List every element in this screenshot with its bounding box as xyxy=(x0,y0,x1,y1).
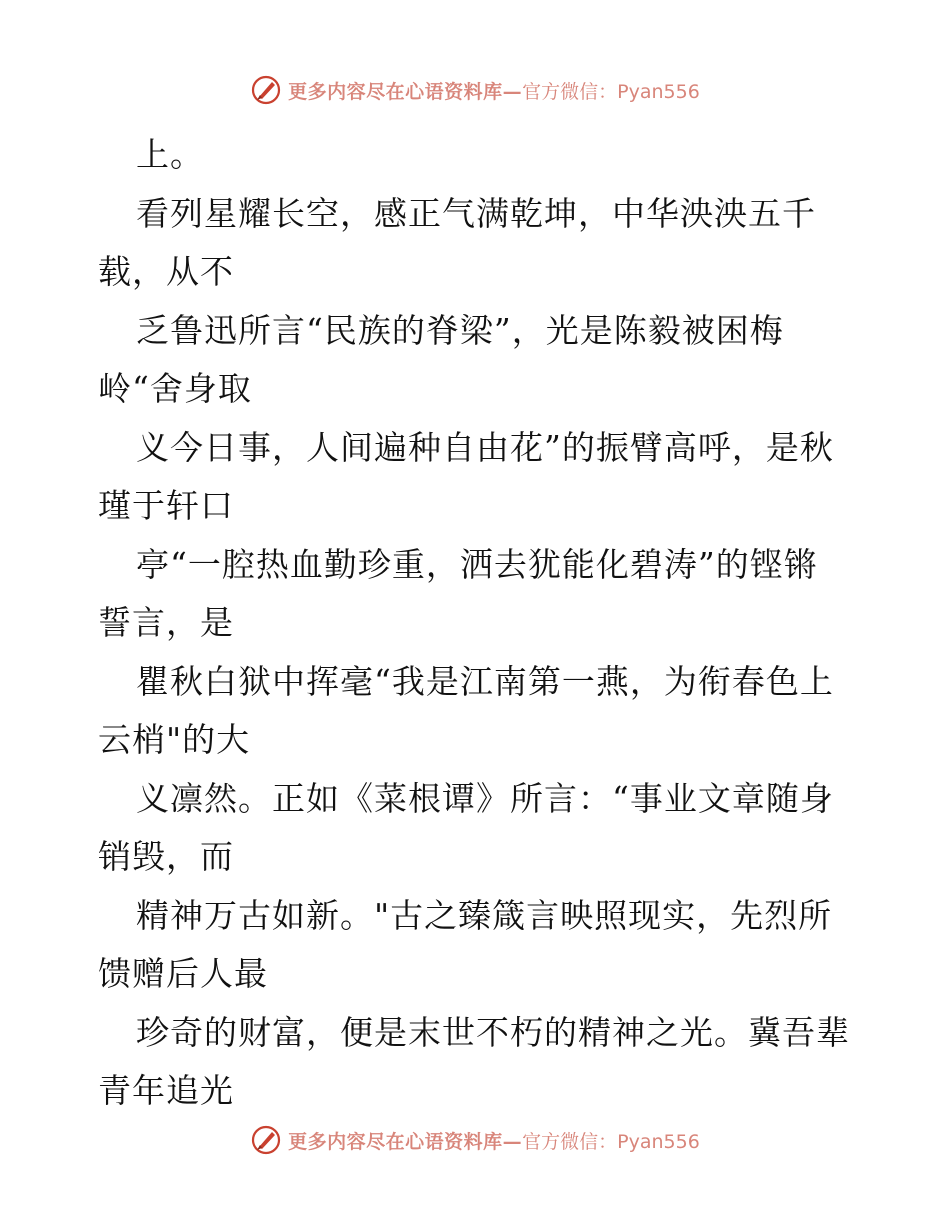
body-line: 载，从不 xyxy=(98,252,234,291)
body-line: 誓言，是 xyxy=(98,603,234,642)
body-line: 义今日事，人间遍种自由花”的振臂高呼，是秋 xyxy=(136,427,834,467)
body-line: 亭“一腔热血勤珍重，洒去犹能化碧涛”的铿锵 xyxy=(136,544,818,584)
body-line: 义凛然。正如《菜根谭》所言：“事业文章随身 xyxy=(136,778,834,818)
body-line: 精神万古如新。"古之臻箴言映照现实，先烈所 xyxy=(136,895,833,935)
body-line: 珍奇的财富，便是末世不朽的精神之光。冀吾辈 xyxy=(136,1012,850,1052)
body-line: 乏鲁迅所言“民族的脊梁”，光是陈毅被困梅 xyxy=(136,310,784,350)
body-line: 销毁，而 xyxy=(98,837,234,876)
document-body xyxy=(98,126,858,1121)
body-line: 上。 xyxy=(136,135,204,174)
body-line: 云梢"的大 xyxy=(98,720,251,759)
body-line: 瑾于轩口 xyxy=(98,486,234,525)
quill-pen-logo-icon xyxy=(250,74,282,106)
watermark-text: 更多内容尽在心语资料库— xyxy=(288,1130,523,1153)
header-watermark xyxy=(0,70,950,110)
body-line: 馈赠后人最 xyxy=(98,954,268,993)
quill-pen-logo-icon xyxy=(250,1124,282,1156)
body-line: 瞿秋白狱中挥毫“我是江南第一燕，为衔春色上 xyxy=(136,661,834,701)
watermark-wechat: 官方微信：Pyan556 xyxy=(522,1130,700,1153)
watermark-wechat: 官方微信：Pyan556 xyxy=(522,80,700,103)
body-line: 青年追光 xyxy=(98,1071,234,1110)
watermark-text: 更多内容尽在心语资料库— xyxy=(288,80,523,103)
body-line: 看列星耀长空，感正气满乾坤，中华泱泱五千 xyxy=(136,193,816,233)
body-line: 岭“舍身取 xyxy=(98,369,252,408)
footer-watermark xyxy=(0,1120,950,1160)
